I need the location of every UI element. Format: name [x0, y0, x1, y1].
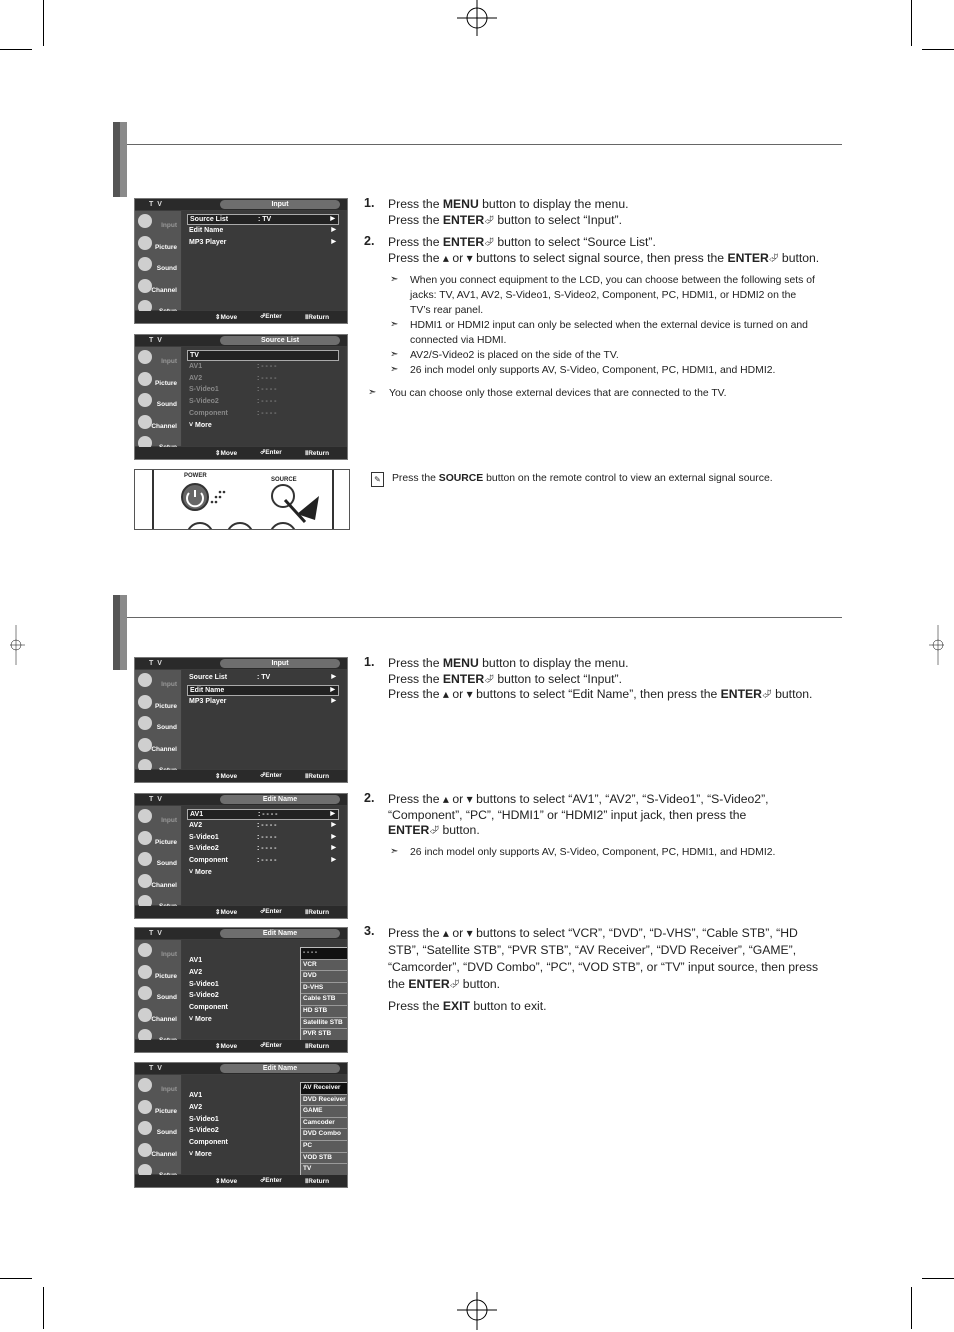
- crop-mark: [911, 1287, 912, 1329]
- osd-menu-row: [187, 362, 339, 371]
- osd-sidebar-label: Sound: [156, 265, 177, 272]
- osd-row-label: Source List: [189, 674, 228, 681]
- osd-sidebar-item: [137, 255, 179, 275]
- note-arrow-icon: ➣: [390, 364, 399, 375]
- osd-row-label: S-Video1: [189, 833, 219, 841]
- osd-row-label: S-Video2: [189, 992, 219, 1000]
- osd-dropdown-item: PVR STB: [301, 1029, 348, 1041]
- sound-icon: [138, 393, 152, 407]
- osd-right-arrow-icon: ▶: [330, 686, 335, 693]
- osd-menu-row: [187, 238, 339, 247]
- osd-sidebar-item: [137, 714, 179, 734]
- remote-control-illustration: [134, 469, 350, 530]
- osd-sidebar-item: [137, 1119, 179, 1139]
- enter-icon: ⮰: [761, 687, 772, 701]
- osd-panel: [182, 940, 345, 1039]
- osd-row-label: AV2: [189, 821, 203, 829]
- osd-menu-row: [187, 856, 339, 865]
- osd-sidebar-item: [137, 850, 179, 870]
- osd-sidebar-label: Channel: [151, 1150, 177, 1158]
- up-arrow-icon: ▴: [442, 687, 449, 701]
- osd-row-value: : - - - -: [257, 821, 277, 829]
- osd-menu-row: [187, 350, 339, 361]
- osd-footer: [135, 1175, 347, 1187]
- osd-row-label: S-Video1: [189, 980, 219, 988]
- osd-tv-label: T V: [149, 660, 163, 667]
- osd-menu-row: [187, 809, 339, 820]
- channel-icon: [138, 415, 152, 429]
- step-number: 1.: [364, 655, 375, 669]
- osd-menu-row: [187, 868, 339, 877]
- osd-sidebar-label: Channel: [151, 745, 177, 753]
- osd-footer-return: ⅡReturn: [305, 450, 330, 457]
- osd-sidebar-item: [137, 1141, 179, 1161]
- note-text: TV’s rear panel.: [410, 305, 484, 316]
- osd-footer-move: ⇕Move: [215, 1043, 238, 1050]
- osd-dropdown-item: D-VHS: [301, 983, 348, 995]
- osd-tv-label: T V: [149, 930, 163, 937]
- osd-menu-row: [187, 374, 339, 383]
- osd-panel: [182, 1075, 345, 1174]
- registration-mark-icon: [914, 625, 954, 665]
- input-icon: [138, 943, 152, 957]
- osd-right-arrow-icon: ▶: [331, 833, 336, 840]
- osd-sidebar-label: Picture: [154, 1107, 177, 1115]
- sound-icon: [138, 257, 152, 271]
- osd-footer: [135, 447, 347, 459]
- osd-footer-enter: ⮰Enter: [260, 449, 282, 456]
- crop-mark: [43, 1287, 44, 1329]
- osd-row-label: AV1: [189, 1092, 203, 1099]
- registration-mark-icon: [457, 0, 497, 40]
- osd-row-label: ˅ More: [189, 421, 212, 429]
- section-header-bar: [120, 595, 127, 670]
- osd-footer-move: ⇕Move: [215, 314, 238, 321]
- osd-row-value: : - - - -: [257, 410, 277, 417]
- osd-row-label: ˅ More: [189, 869, 212, 876]
- osd-row-label: S-Video1: [189, 386, 219, 394]
- enter-icon: ⮰: [429, 823, 440, 837]
- osd-sidebar-label: Channel: [151, 881, 177, 889]
- osd-footer-enter: ⮰Enter: [260, 908, 282, 915]
- osd-row-value: : - - - -: [257, 374, 277, 382]
- osd-sidebar-item: [137, 671, 179, 691]
- osd-row-value: : - - - -: [257, 386, 277, 394]
- osd-row-label: AV1: [189, 957, 203, 964]
- osd-sidebar-item: [137, 391, 179, 411]
- osd-tv-label: T V: [149, 201, 163, 208]
- osd-sidebar-label: Channel: [151, 1015, 177, 1023]
- step-2-text: Press the ENTER⮰ button to select “Source List”. Press the ▴ or ▾ buttons to select signal source, then press the ENTER⮰ button.: [388, 235, 820, 265]
- channel-icon: [138, 1143, 152, 1157]
- step-number: 1.: [364, 196, 375, 210]
- osd-menu-row: [187, 226, 339, 235]
- note-text: You can choose only those external devices that are connected to the TV.: [389, 388, 727, 399]
- osd-sidebar: [135, 940, 181, 1039]
- picture-icon: [138, 965, 152, 979]
- osd-row-label: AV1: [189, 362, 203, 370]
- osd-row-label: AV2: [189, 968, 203, 976]
- osd-footer-enter: ⮰Enter: [260, 313, 282, 320]
- osd-title-bar: [135, 658, 347, 669]
- osd-menu-row: [187, 697, 339, 706]
- osd-sidebar-item: [137, 277, 179, 297]
- osd-row-label: S-Video2: [189, 398, 219, 406]
- osd-row-label: TV: [190, 352, 199, 359]
- osd-sidebar-item: [137, 829, 179, 849]
- osd-sidebar-item: [137, 234, 179, 254]
- osd-footer-return: ⅡReturn: [305, 909, 330, 916]
- input-icon: [138, 350, 152, 364]
- source-label: SOURCE: [271, 477, 297, 483]
- osd-footer: [135, 1040, 347, 1052]
- osd-footer-return: ⅡReturn: [305, 1178, 330, 1185]
- osd-sidebar-item: [137, 872, 179, 892]
- down-arrow-icon: ▾: [466, 687, 473, 701]
- osd-sidebar-label: Sound: [156, 724, 177, 731]
- osd-sidebar-label: Input: [161, 222, 177, 229]
- osd-right-arrow-icon: ▶: [331, 674, 336, 680]
- registration-mark-icon: [0, 625, 40, 665]
- osd-tv-label: T V: [149, 1065, 163, 1072]
- input-icon: [138, 809, 152, 823]
- picture-icon: [138, 372, 152, 386]
- osd-edit-name-dropdown-menu: [134, 927, 348, 1053]
- osd-dropdown-item: Satellite STB: [301, 1018, 348, 1030]
- osd-right-arrow-icon: ▶: [330, 811, 335, 817]
- osd-sidebar: [135, 347, 181, 446]
- enter-icon: ⮰: [768, 250, 779, 265]
- step-1-text: Press the MENU button to display the menu. Press the ENTER⮰ button to select “Input”. Press the ▴ or ▾ buttons to select “Edit Name”, then press the ENTER⮰ button.: [388, 656, 813, 701]
- osd-input-menu: [134, 198, 348, 324]
- osd-tv-label: T V: [149, 796, 163, 803]
- osd-edit-name-dropdown-menu: [134, 1062, 348, 1188]
- osd-sidebar-label: Picture: [154, 243, 177, 251]
- osd-sidebar-label: Picture: [154, 702, 177, 710]
- crop-mark: [0, 1278, 32, 1279]
- osd-right-arrow-icon: ▶: [331, 857, 336, 864]
- osd-footer-return: ⅡReturn: [305, 1043, 330, 1050]
- osd-sidebar-label: Input: [161, 1086, 177, 1093]
- osd-panel: [182, 211, 345, 310]
- step-2-text: Press the ▴ or ▾ buttons to select “AV1”, “AV2”, “S-Video1”, “S-Video2”, “Component”, “PC”, “HDMI1” or “HDMI2” input jack, then press the ENTER⮰ button.: [388, 792, 769, 837]
- remote-note-icon: ✎: [371, 472, 384, 487]
- osd-row-value: : TV: [257, 674, 271, 681]
- enter-icon: ⮰: [484, 212, 494, 227]
- osd-footer-enter: ⮰Enter: [260, 1042, 282, 1049]
- osd-footer: [135, 906, 347, 918]
- osd-dropdown-item: DVD: [301, 971, 348, 983]
- osd-menu-row: [187, 833, 339, 842]
- down-arrow-icon: ▾: [466, 792, 473, 806]
- step-1-text: Press the MENU button to display the menu. Press the ENTER⮰ button to select “Input”.: [388, 197, 629, 227]
- up-arrow-icon: ▴: [442, 250, 449, 265]
- osd-sidebar-label: Input: [161, 951, 177, 958]
- osd-menu-title: Input: [220, 200, 340, 209]
- osd-sidebar-label: Picture: [154, 972, 177, 980]
- osd-sidebar-label: Input: [161, 358, 177, 365]
- osd-dropdown-item: DVD Combo: [301, 1129, 348, 1141]
- osd-footer: [135, 311, 347, 323]
- osd-right-arrow-icon: ▶: [331, 845, 336, 852]
- osd-row-value: : - - - -: [257, 833, 277, 841]
- osd-row-label: Component: [189, 1139, 228, 1147]
- crop-mark: [922, 49, 954, 50]
- up-arrow-icon: ▴: [442, 926, 449, 940]
- osd-row-label: Component: [189, 410, 228, 417]
- osd-row-label: Edit Name: [189, 226, 224, 234]
- osd-dropdown-item: Cable STB: [301, 994, 348, 1006]
- osd-row-label: AV1: [190, 811, 204, 818]
- osd-row-label: S-Video2: [189, 845, 219, 853]
- osd-sidebar-label: Picture: [154, 379, 177, 387]
- note-text: When you connect equipment to the LCD, you can choose between the following sets of: [410, 275, 815, 286]
- osd-row-label: AV2: [189, 1103, 203, 1111]
- note-text: connected via HDMI.: [410, 335, 507, 346]
- osd-menu-title: Input: [220, 659, 340, 668]
- osd-dropdown-item: TV: [301, 1164, 348, 1176]
- osd-sidebar-item: [137, 807, 179, 827]
- channel-icon: [138, 1008, 152, 1022]
- osd-dropdown-item: DVD Receiver: [301, 1095, 348, 1107]
- osd-sidebar-item: [137, 963, 179, 983]
- osd-tv-label: T V: [149, 337, 163, 344]
- osd-menu-row: [187, 821, 339, 830]
- osd-right-arrow-icon: ▶: [331, 226, 336, 233]
- osd-footer-enter: ⮰Enter: [260, 1177, 282, 1184]
- osd-sidebar-label: Channel: [151, 286, 177, 294]
- osd-right-arrow-icon: ▶: [331, 697, 336, 704]
- enter-icon: ⮰: [484, 671, 494, 686]
- osd-right-arrow-icon: ▶: [331, 821, 336, 828]
- note-arrow-icon: ➣: [390, 349, 399, 360]
- osd-row-value: : TV: [258, 216, 272, 223]
- osd-menu-row: [187, 673, 339, 682]
- note-arrow-icon: ➣: [390, 846, 399, 857]
- input-icon: [138, 214, 152, 228]
- osd-dropdown-item: VOD STB: [301, 1153, 348, 1165]
- enter-icon: ⮰: [484, 235, 494, 249]
- osd-sidebar-label: Channel: [151, 422, 177, 430]
- osd-sidebar-label: Picture: [154, 838, 177, 846]
- remote-control-icon: [135, 470, 350, 530]
- channel-icon: [138, 874, 152, 888]
- channel-icon: [138, 279, 152, 293]
- osd-footer-move: ⇕Move: [215, 773, 238, 780]
- up-arrow-icon: ▴: [442, 792, 449, 806]
- osd-menu-row: [187, 844, 339, 853]
- power-label: POWER: [184, 473, 207, 479]
- osd-row-label: AV2: [189, 374, 203, 382]
- note-text: HDMI1 or HDMI2 input can only be selected when the external device is turned on and: [410, 320, 808, 331]
- osd-right-arrow-icon: ▶: [330, 216, 335, 222]
- osd-right-arrow-icon: ▶: [331, 238, 336, 245]
- osd-dropdown-item: GAME: [301, 1106, 348, 1118]
- osd-footer-return: ⅡReturn: [305, 773, 330, 780]
- osd-sidebar-item: [137, 348, 179, 368]
- note-text: 26 inch model only supports AV, S-Video, Component, PC, HDMI1, and HDMI2.: [410, 365, 776, 376]
- section-header-rule: [127, 144, 842, 145]
- osd-footer: [135, 770, 347, 782]
- osd-footer-move: ⇕Move: [215, 909, 238, 916]
- osd-sidebar-item: [137, 941, 179, 961]
- picture-icon: [138, 831, 152, 845]
- osd-sidebar-label: Sound: [156, 1129, 177, 1136]
- registration-mark-icon: [457, 1292, 497, 1332]
- osd-sidebar: [135, 211, 181, 310]
- osd-row-label: MP3 Player: [189, 697, 227, 705]
- osd-row-label: Component: [189, 1004, 228, 1012]
- osd-menu-row: [187, 685, 339, 696]
- osd-sidebar-item: [137, 212, 179, 232]
- input-icon: [138, 1078, 152, 1092]
- osd-dropdown-item: PC: [301, 1141, 348, 1153]
- input-icon: [138, 673, 152, 687]
- osd-dropdown-item: Camcoder: [301, 1118, 348, 1130]
- osd-row-label: S-Video1: [189, 1115, 219, 1123]
- note-text: jacks: TV, AV1, AV2, S-Video1, S-Video2, Component, PC, HDMI1, or HDMI2 on the: [410, 290, 797, 301]
- step-number: 2.: [364, 791, 375, 805]
- osd-dropdown-item: - - - -: [301, 948, 348, 960]
- osd-menu-title: Source List: [220, 336, 340, 345]
- osd-source-list-menu: [134, 334, 348, 460]
- osd-dropdown-list: [300, 1082, 348, 1177]
- osd-sidebar-item: [137, 693, 179, 713]
- section-header-bar: [120, 122, 127, 197]
- osd-sidebar-item: [137, 370, 179, 390]
- osd-title-bar: [135, 794, 347, 805]
- osd-row-label: Source List: [190, 216, 229, 223]
- osd-menu-row: [187, 409, 339, 418]
- osd-footer-move: ⇕Move: [215, 1178, 238, 1185]
- enter-icon: ⮰: [449, 977, 460, 991]
- osd-sidebar-label: Input: [161, 681, 177, 688]
- osd-row-label: MP3 Player: [189, 238, 227, 246]
- crop-mark: [911, 0, 912, 46]
- remote-note-text: Press the SOURCE button on the remote control to view an external signal source.: [392, 473, 773, 484]
- sound-icon: [138, 852, 152, 866]
- osd-footer-move: ⇕Move: [215, 450, 238, 457]
- down-arrow-icon: ▾: [466, 250, 473, 265]
- note-arrow-icon: ➣: [390, 274, 399, 285]
- osd-sidebar-label: Input: [161, 817, 177, 824]
- osd-menu-row: [187, 421, 339, 430]
- osd-dropdown-item: VCR: [301, 960, 348, 972]
- step-number: 3.: [364, 924, 375, 938]
- section-header-rule: [127, 617, 842, 618]
- step-number: 2.: [364, 234, 375, 248]
- osd-dropdown-list: [300, 947, 348, 1042]
- down-arrow-icon: ▾: [466, 926, 473, 940]
- crop-mark: [43, 0, 44, 46]
- osd-sidebar-item: [137, 1076, 179, 1096]
- picture-icon: [138, 1100, 152, 1114]
- osd-sidebar-label: Sound: [156, 860, 177, 867]
- osd-sidebar-item: [137, 984, 179, 1004]
- osd-dropdown-item: HD STB: [301, 1006, 348, 1018]
- osd-row-value: : - - - -: [257, 845, 277, 853]
- osd-row-value: : - - - -: [257, 362, 277, 370]
- osd-menu-row: [187, 385, 339, 394]
- osd-panel: [182, 670, 345, 769]
- osd-title-bar: [135, 928, 347, 939]
- note-text: AV2/S-Video2 is placed on the side of the TV.: [410, 350, 619, 361]
- osd-sidebar-item: [137, 1098, 179, 1118]
- note-arrow-icon: ➣: [390, 319, 399, 330]
- osd-menu-title: Edit Name: [220, 1064, 340, 1073]
- osd-sidebar-label: Sound: [156, 401, 177, 408]
- osd-row-label: Component: [189, 857, 228, 865]
- osd-sidebar: [135, 806, 181, 905]
- osd-footer-enter: ⮰Enter: [260, 772, 282, 779]
- note-text: 26 inch model only supports AV, S-Video, Component, PC, HDMI1, and HDMI2.: [410, 847, 776, 858]
- osd-sidebar-label: Sound: [156, 994, 177, 1001]
- osd-edit-name-menu: [134, 793, 348, 919]
- step-3-text: Press the ▴ or ▾ buttons to select “VCR”, “DVD”, “D-VHS”, “Cable STB”, “HD STB”, “Satellite STB”, “PVR STB”, “AV Receiver”, “DVD Receiver”, “GAME”, “Camcorder”, “DVD Combo”, “PC”, “VOD STB”, or “TV” input source, then press the ENTER⮰ button. Press the EXIT button to exit.: [388, 926, 819, 1013]
- osd-menu-title: Edit Name: [220, 795, 340, 804]
- osd-sidebar-item: [137, 413, 179, 433]
- osd-sidebar: [135, 1075, 181, 1174]
- osd-menu-title: Edit Name: [220, 929, 340, 938]
- crop-mark: [922, 1278, 954, 1279]
- osd-row-value: : - - - -: [257, 857, 277, 865]
- osd-title-bar: [135, 199, 347, 210]
- channel-icon: [138, 738, 152, 752]
- sound-icon: [138, 986, 152, 1000]
- osd-title-bar: [135, 335, 347, 346]
- note-arrow-icon: ➣: [368, 387, 377, 398]
- osd-row-value: : - - - -: [257, 398, 277, 406]
- sound-icon: [138, 1121, 152, 1135]
- osd-row-value: : - - - -: [258, 811, 278, 818]
- sound-icon: [138, 716, 152, 730]
- osd-row-label: Edit Name: [190, 686, 225, 694]
- picture-icon: [138, 695, 152, 709]
- osd-menu-row: [187, 214, 339, 225]
- osd-panel: [182, 806, 345, 905]
- osd-row-label: S-Video2: [189, 1127, 219, 1135]
- crop-mark: [0, 49, 32, 50]
- osd-sidebar-item: [137, 736, 179, 756]
- osd-panel: [182, 347, 345, 446]
- osd-input-menu: [134, 657, 348, 783]
- osd-row-label: ˅ More: [189, 1016, 212, 1023]
- osd-sidebar: [135, 670, 181, 769]
- osd-footer-return: ⅡReturn: [305, 314, 330, 321]
- osd-menu-row: [187, 397, 339, 406]
- osd-title-bar: [135, 1063, 347, 1074]
- osd-sidebar-item: [137, 1006, 179, 1026]
- osd-dropdown-item: AV Receiver: [301, 1083, 348, 1095]
- osd-row-label: ˅ More: [189, 1151, 212, 1158]
- picture-icon: [138, 236, 152, 250]
